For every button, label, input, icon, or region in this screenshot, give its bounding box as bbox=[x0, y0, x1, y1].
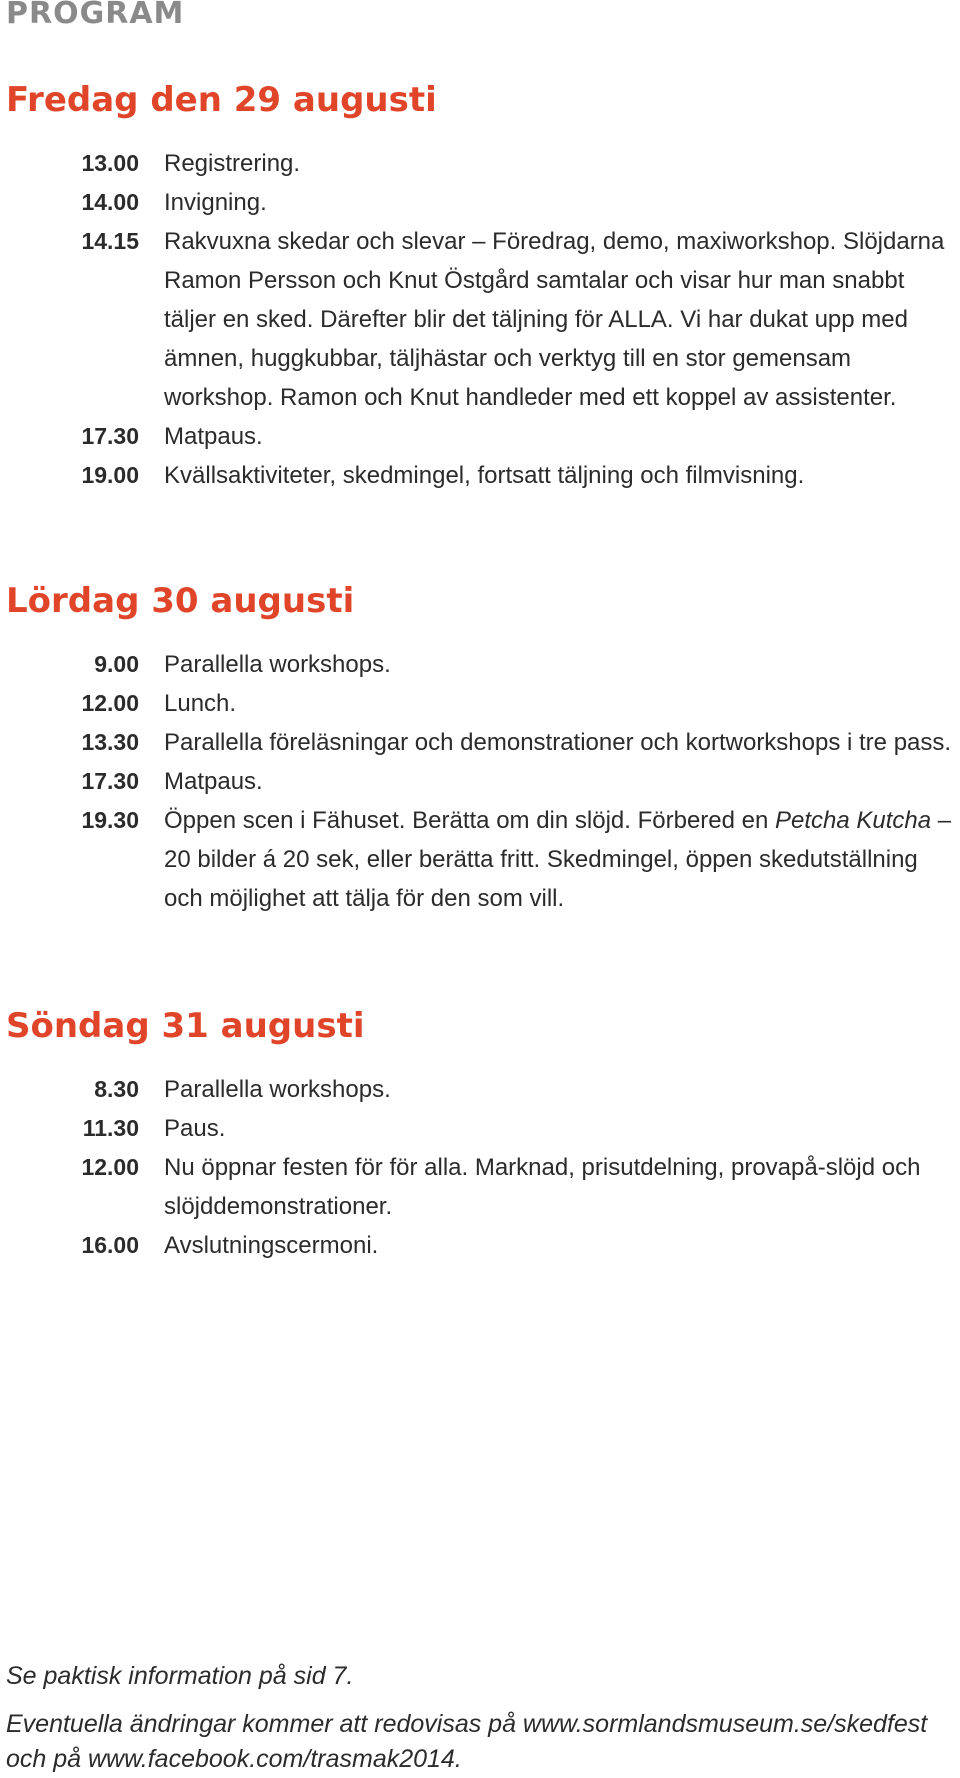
event-text-italic: Petcha Kutcha bbox=[775, 807, 932, 834]
event-list bbox=[0, 144, 960, 495]
changes-note-line1: Eventuella ändringar kommer att redovisas på www.sormlandsmuseum.se/skedfest bbox=[6, 1710, 928, 1738]
event-item bbox=[0, 762, 960, 801]
day-section-saturday bbox=[0, 579, 960, 918]
event-description: Matpaus. bbox=[164, 768, 263, 795]
changes-note bbox=[6, 1707, 956, 1777]
event-time: 13.30 bbox=[81, 729, 139, 755]
event-description: Paus. bbox=[164, 1115, 226, 1142]
changes-note-line2: och på www.facebook.com/trasmak2014. bbox=[6, 1745, 462, 1773]
day-section-friday bbox=[0, 78, 960, 495]
event-item bbox=[0, 183, 960, 222]
event-time: 14.15 bbox=[81, 228, 139, 254]
event-description: Kvällsaktiviteter, skedmingel, fortsatt täljning och filmvisning. bbox=[164, 462, 805, 489]
event-description: Nu öppnar festen för för alla. Marknad, prisutdelning, provapå-slöjd och slöjddemonstrationer. bbox=[164, 1154, 921, 1220]
event-list bbox=[0, 645, 960, 918]
event-time: 12.00 bbox=[81, 1154, 139, 1180]
page-title: PROGRAM bbox=[6, 0, 185, 31]
day-heading: Söndag 31 augusti bbox=[6, 1006, 365, 1046]
event-time: 9.00 bbox=[94, 651, 139, 677]
event-time: 19.30 bbox=[81, 807, 139, 833]
event-description: Rakvuxna skedar och slevar – Föredrag, demo, maxiworkshop. Slöjdarna Ramon Persson och Knut Östgård samtalar och visar hur man snabbt täljer en sked. Därefter blir det täljning för ALLA. Vi har dukat upp med ämnen, huggkubbar, täljhästar och verktyg till en stor gemensam workshop. Ramon och Knut handleder med ett koppel av assistenter. bbox=[164, 228, 945, 411]
event-item bbox=[0, 456, 960, 495]
event-description bbox=[164, 801, 954, 918]
event-time: 11.30 bbox=[82, 1115, 139, 1141]
event-time: 17.30 bbox=[81, 768, 139, 794]
event-text-before: Öppen scen i Fähuset. Berätta om din slöjd. Förbered en bbox=[164, 807, 776, 834]
event-item bbox=[0, 1148, 960, 1226]
event-time: 12.00 bbox=[81, 690, 139, 716]
event-item bbox=[0, 684, 960, 723]
event-description: Parallella workshops. bbox=[164, 651, 391, 678]
event-description: Avslutningscermoni. bbox=[164, 1232, 379, 1259]
event-item bbox=[0, 1109, 960, 1148]
event-time: 13.00 bbox=[81, 150, 139, 176]
event-description: Invigning. bbox=[164, 189, 267, 216]
event-time: 16.00 bbox=[81, 1232, 139, 1258]
practical-info-note: Se paktisk information på sid 7. bbox=[6, 1662, 354, 1690]
event-item bbox=[0, 144, 960, 183]
event-item bbox=[0, 723, 960, 762]
event-list bbox=[0, 1070, 960, 1265]
day-heading: Lördag 30 augusti bbox=[6, 581, 355, 621]
event-description: Registrering. bbox=[164, 150, 301, 177]
event-time: 8.30 bbox=[94, 1076, 139, 1102]
day-heading: Fredag den 29 augusti bbox=[6, 80, 437, 120]
event-item bbox=[0, 645, 960, 684]
day-section-sunday bbox=[0, 1004, 960, 1265]
event-time: 14.00 bbox=[81, 189, 139, 215]
event-item bbox=[0, 222, 960, 417]
event-item bbox=[0, 417, 960, 456]
event-text-after: – 20 bilder á 20 sek, eller berätta fritt. Skedmingel, öppen skedutställning och möjlighet att tälja för den som vill. bbox=[164, 807, 952, 912]
event-time: 19.00 bbox=[81, 462, 139, 488]
event-description: Parallella föreläsningar och demonstrationer och kortworkshops i tre pass. bbox=[164, 729, 952, 756]
event-description: Matpaus. bbox=[164, 423, 263, 450]
event-time: 17.30 bbox=[81, 423, 139, 449]
event-description: Parallella workshops. bbox=[164, 1076, 391, 1103]
event-description: Lunch. bbox=[164, 690, 237, 717]
event-item bbox=[0, 801, 960, 918]
event-item bbox=[0, 1226, 960, 1265]
event-item bbox=[0, 1070, 960, 1109]
